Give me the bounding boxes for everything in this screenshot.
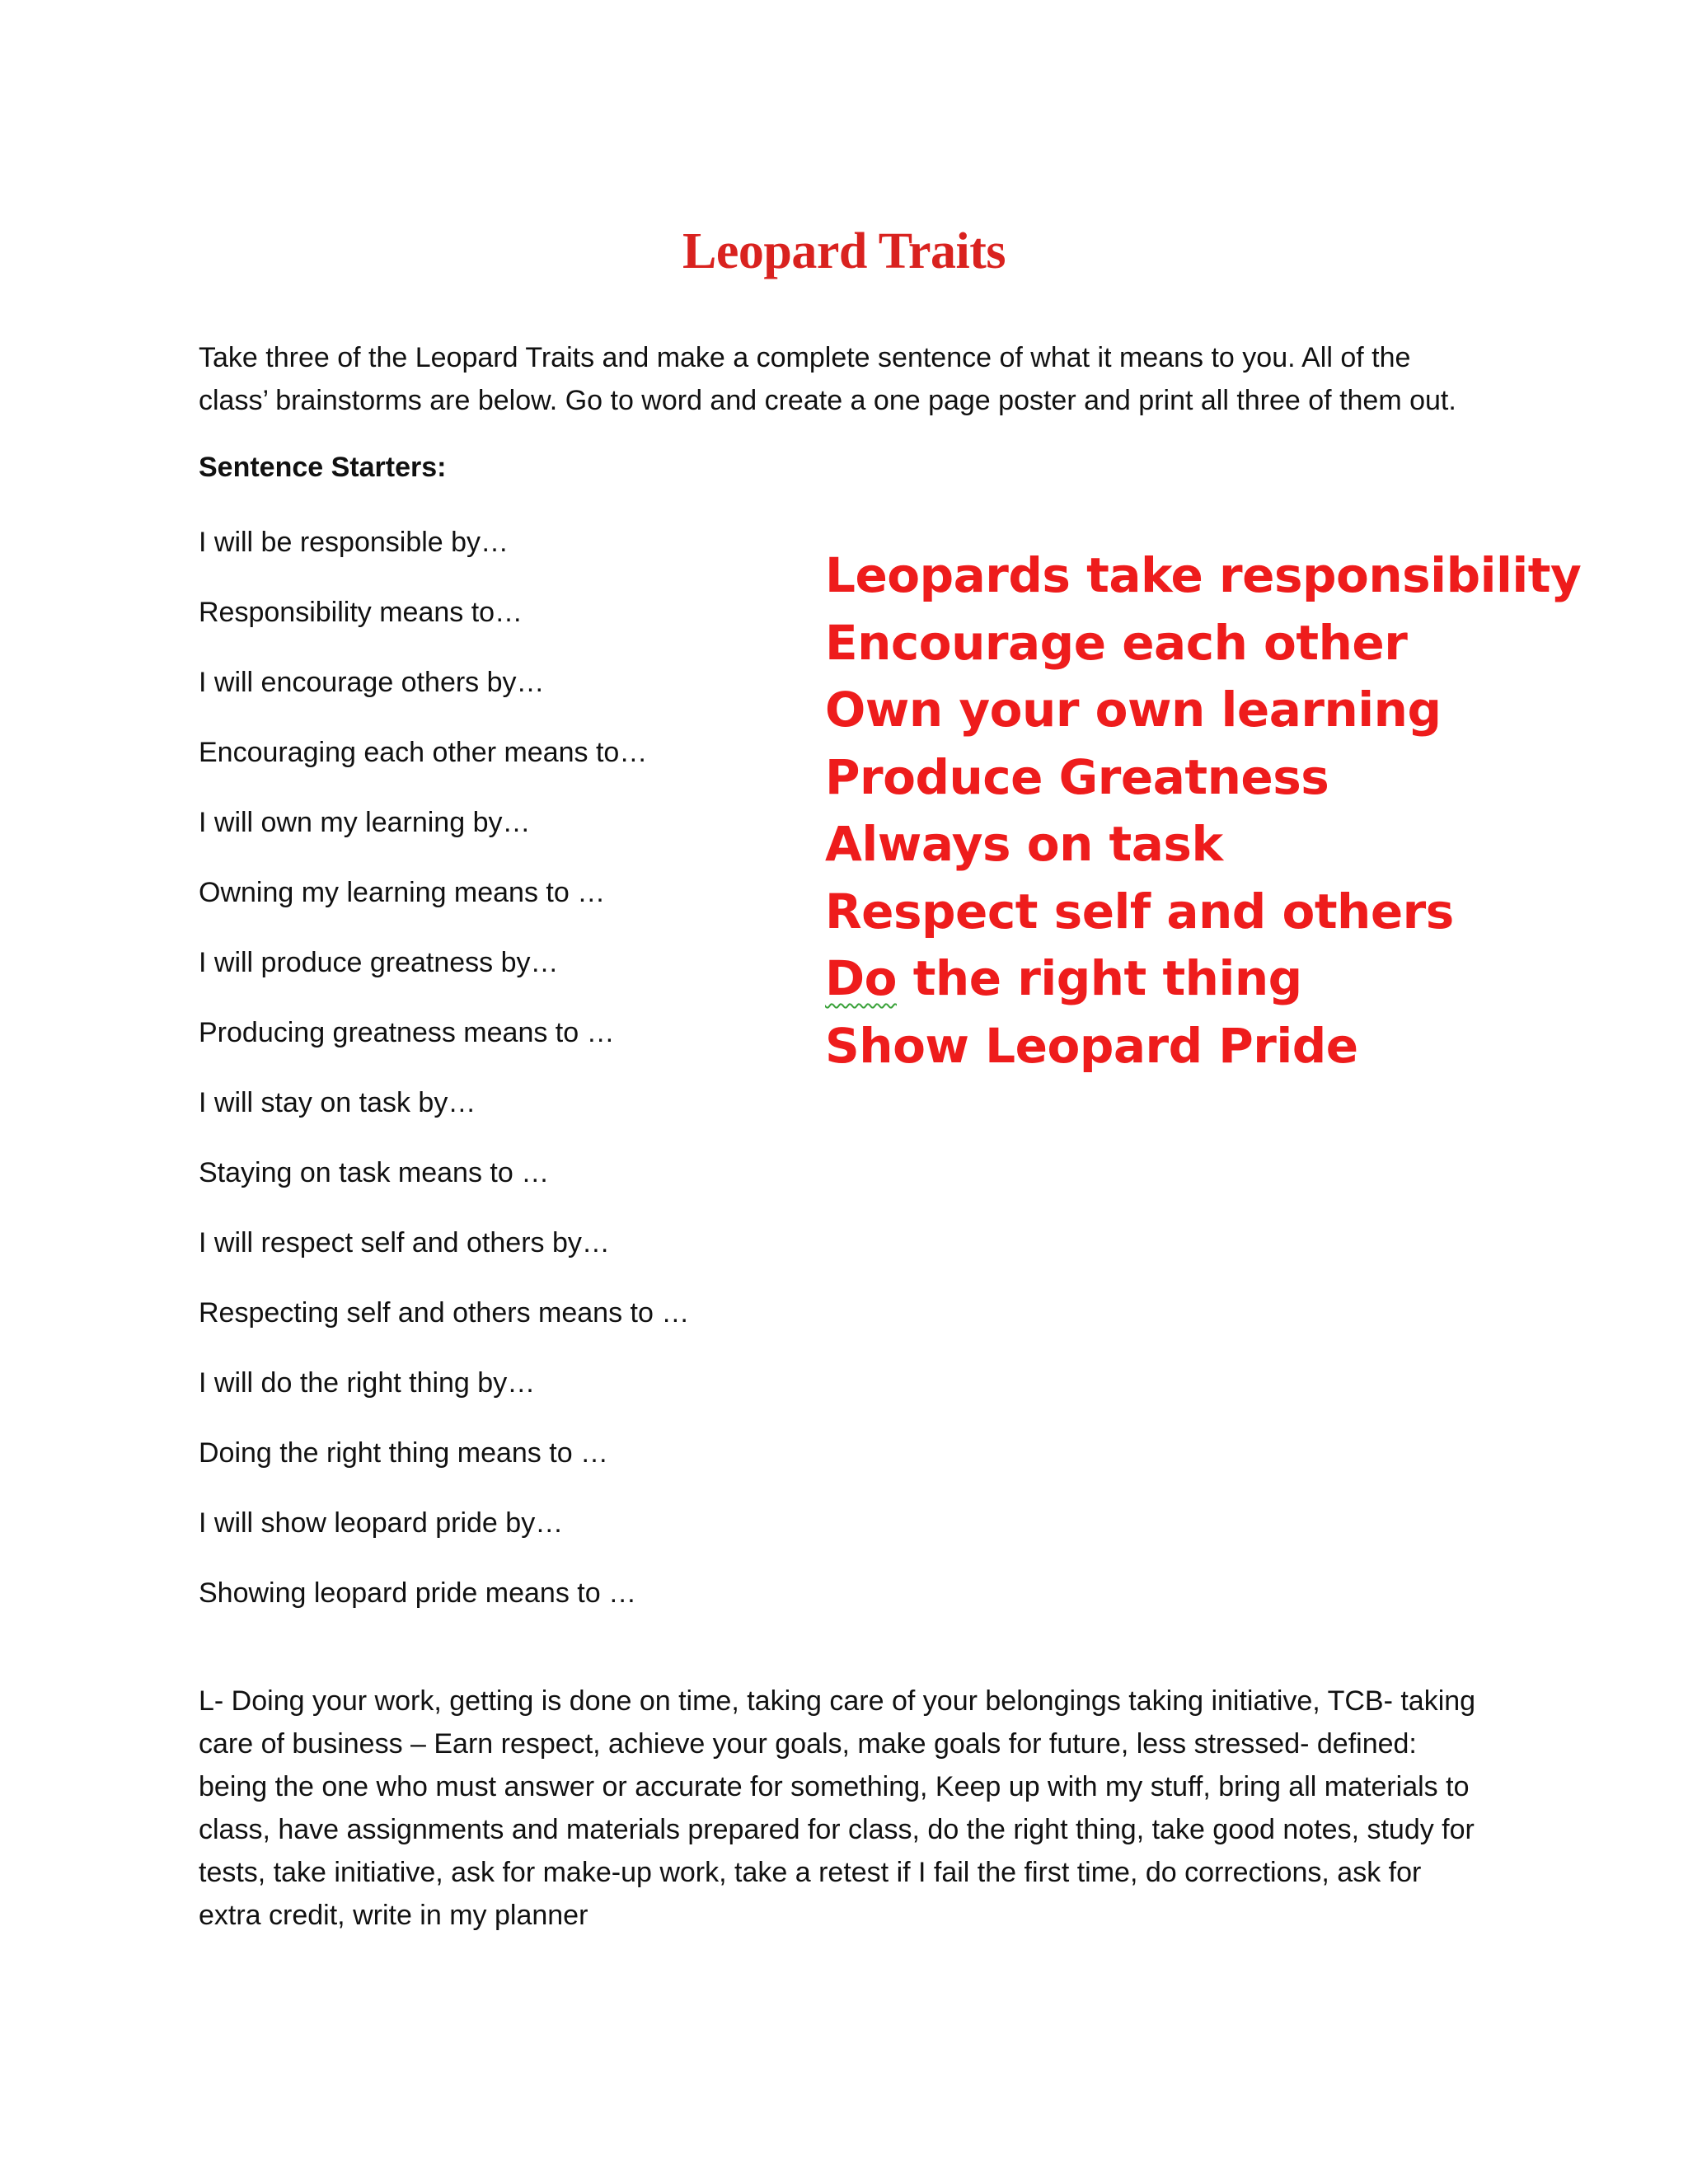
sentence-starter: I will produce greatness by…: [199, 947, 559, 978]
page-title: Leopard Traits: [682, 223, 1006, 279]
trait-item: [825, 949, 1581, 1016]
sentence-starter: Showing leopard pride means to …: [199, 1577, 637, 1609]
sentence-starter: Respecting self and others means to …: [199, 1297, 690, 1329]
spellcheck-underlined-word: Do: [825, 950, 897, 1006]
sentence-starter: I will do the right thing by…: [199, 1367, 536, 1399]
leopard-traits-list: [825, 546, 1581, 1083]
brainstorm-paragraph: L- Doing your work, getting is done on time, taking care of your belongings taking initiative, TCB- taking care of business – Earn respect, achieve your goals, make goals for future, less stressed- defined: being the one who must answer or accurate for something, Keep up with my stuff, bring all materials to class, have assignments and materials prepared for class, do the right thing, take good notes, study for tests, take initiative, ask for make-up work, take a retest if I fail the first time, do corrections, ask for extra credit, write in my planner: [199, 1685, 1476, 1931]
sentence-starter: Responsibility means to…: [199, 597, 523, 628]
trait-item: Encourage each other: [825, 614, 1408, 671]
trait-item: Own your own learning: [825, 682, 1442, 738]
sentence-starter: Producing greatness means to …: [199, 1017, 615, 1048]
sentence-starter: Encouraging each other means to…: [199, 737, 648, 768]
sentence-starter: I will show leopard pride by…: [199, 1507, 564, 1539]
sentence-starter: I will be responsible by…: [199, 527, 509, 558]
sentence-starter: I will encourage others by…: [199, 667, 545, 698]
sentence-starters-heading: Sentence Starters:: [199, 452, 447, 483]
sentence-starter: Staying on task means to …: [199, 1157, 550, 1188]
trait-item: Respect self and others: [825, 883, 1454, 940]
sentence-starter: Doing the right thing means to …: [199, 1437, 609, 1469]
trait-item: Leopards take responsibility: [825, 547, 1582, 603]
trait-item: Always on task: [825, 816, 1223, 872]
trait-item: Show Leopard Pride: [825, 1017, 1358, 1074]
sentence-starter: I will respect self and others by…: [199, 1227, 610, 1258]
trait-item: Produce Greatness: [825, 748, 1329, 805]
sentence-starter: I will own my learning by…: [199, 807, 531, 838]
sentence-starter: Owning my learning means to …: [199, 877, 606, 908]
intro-paragraph: Take three of the Leopard Traits and make a complete sentence of what it means to you. All of the class’ brainstorms are below. Go to word and create a one page poster and print all three of them out.: [199, 342, 1456, 416]
trait-item-rest: the right thing: [897, 950, 1302, 1006]
sentence-starters-list: [199, 521, 689, 1642]
sentence-starter: I will stay on task by…: [199, 1087, 476, 1118]
